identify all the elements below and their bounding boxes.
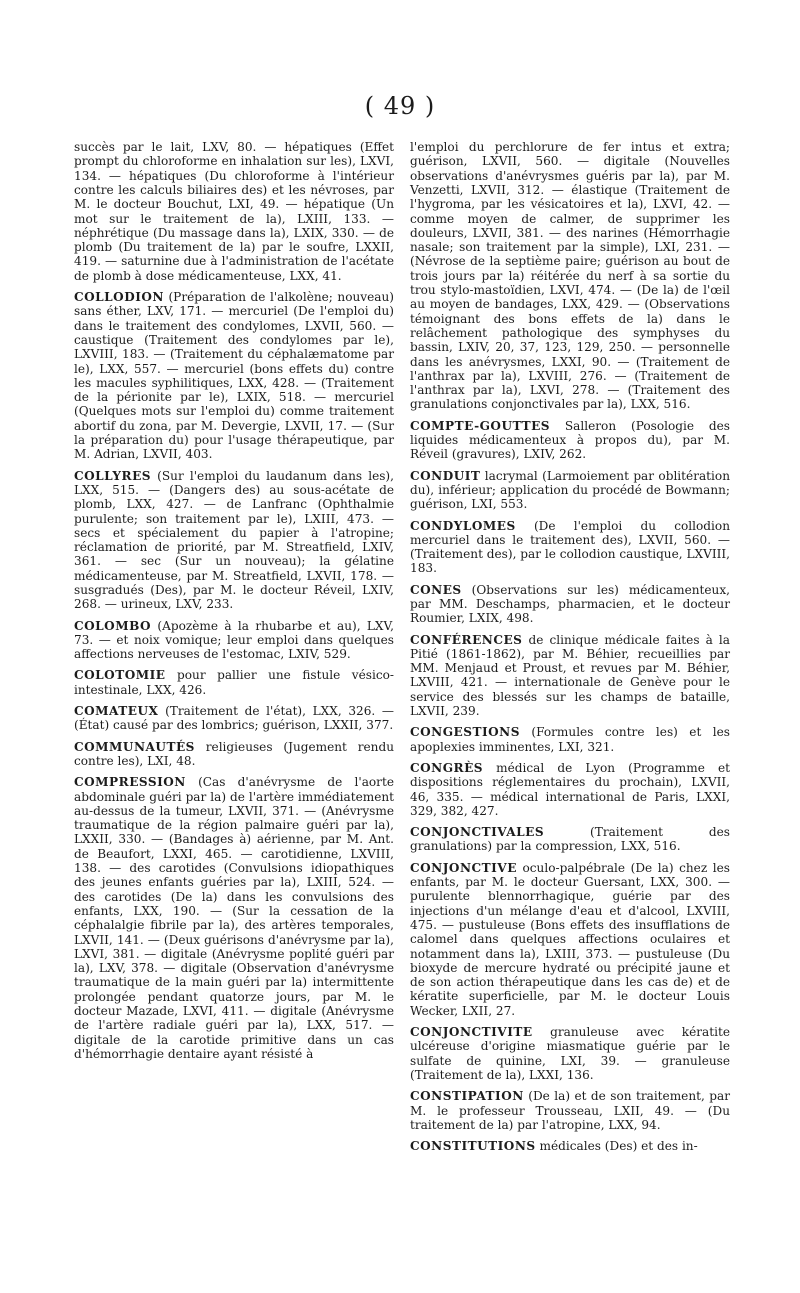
entry-term: CONSTIPATION — [410, 1089, 524, 1104]
index-entry — [74, 290, 394, 462]
entry-term: CONDUIT — [410, 468, 481, 483]
entry-text: Salleron (Posologie des liquides médicamenteux à propos du), par M. Réveil (gravures), LXIV, 262. — [410, 418, 730, 462]
entry-term: CONJONCTIVE — [410, 860, 517, 875]
index-entry — [410, 825, 730, 854]
entry-term: CONES — [410, 582, 462, 597]
entry-text: (Apozème à la rhubarbe et au), LXV, 73. — et noix vomique; leur emploi dans quelques affections nerveuses de l'estomac, LXIV, 529. — [74, 618, 394, 662]
entry-term: COLOTOMIE — [74, 668, 166, 683]
index-entry — [410, 419, 730, 462]
entry-text: (Traitement des granulations) par la compression, LXX, 516. — [410, 825, 730, 854]
entry-text: granuleuse avec kératite ulcéreuse d'origine miasmatique guérie par le sulfate de quinine, LXI, 39. — granuleuse (Traitement de la), LXXI, 136. — [410, 1025, 730, 1082]
entry-term: COLLODION — [74, 290, 164, 305]
entry-text: religieuses (Jugement rendu contre les), LXI, 48. — [74, 739, 394, 768]
entry-term: COMMUNAUTÉS — [74, 739, 195, 754]
entry-text: (De l'emploi du collodion mercuriel dans le traitement des), LXVII, 560. — (Traitement des), par le collodion caustique, LXVIII, 183. — [410, 518, 730, 576]
left-column-continuation: succès par le lait, LXV, 80. — hépatiques (Effet prompt du chloroforme en inhalation sur les), LXVI, 134. — hépatiques (Du chloroforme à l'intérieur contre les calculs biliaires des) et les névroses, par M. le docteur Bouchut, LXI, 49. — hépatique (Un mot sur le traitement de la), LXIII, 133. — néphrétique (Du massage dans la), LXIX, 330. — de plomb (Du traitement de la) par le soufre, LXXII, 419. — saturnine due à l'administration de l'acétate de plomb à dose médicamenteuse, LXX, 41. — [74, 140, 394, 283]
entry-text: lacrymal (Larmoiement par oblitération du), inférieur; application du procédé de Bowmann; guérison, LXI, 553. — [410, 468, 730, 512]
entry-term: COLLYRES — [74, 468, 152, 483]
entry-term: CONJONCTIVALES — [410, 825, 545, 840]
index-entry — [410, 633, 730, 719]
index-entry — [410, 469, 730, 512]
index-entry — [410, 1025, 730, 1082]
entry-text: (Formules contre les) et les apoplexies imminentes, LXI, 321. — [410, 725, 730, 754]
index-entry — [410, 519, 730, 576]
index-entry — [410, 725, 730, 754]
entry-term: CONFÉRENCES — [410, 632, 523, 647]
index-entry — [410, 583, 730, 626]
right-column-continuation: l'emploi du perchlorure de fer intus et extra; guérison, LXVII, 560. — digitale (Nouvelles observations d'anévrysmes guéris par la), par M. Venzetti, LXVII, 312. — élastique (Traitement de l'hygroma, par les vésicatoires et la), LXVI, 42. — comme moyen de calmer, de supprimer les douleurs, LXVII, 381. — des narines (Hémorrhagie nasale; son traitement par la simple), LXI, 231. — (Névrose de la septième paire; guérison au bout de trois jours par la) réitérée du nerf à sa sortie du trou stylo-mastoïdien, LXVI, 474. — (De la) de l'œil au moyen de bandages, LXX, 429. — (Observations témoignant des bons effets de la) dans le relâchement pathologique des symphyses du bassin, LXIV, 20, 37, 123, 129, 250. — personnelle dans les anévrysmes, LXXI, 90. — (Traitement de l'anthrax par la), LXVIII, 276. — (Traitement de l'anthrax par la), LXVI, 278. — (Traitement des granulations conjonctivales par la), LXX, 516. — [410, 140, 730, 412]
entry-term: COLOMBO — [74, 618, 152, 633]
left-column — [74, 128, 394, 1068]
entry-text: oculo-palpébrale (De la) chez les enfants, par M. le docteur Guersant, LXX, 300. — purulente blennorrhagique, guérie par des injections d'un mélange d'eau et d'alcool, LXVIII, 475. — pustuleuse (Bons effets des insufflations de calomel dans quelques affections oculaires et notamment dans la), LXIII, 373. — pustuleuse (Du bioxyde de mercure hydraté ou précipité jaune et de son action thérapeutique dans les cas de) et de kératite superficielle, par M. le docteur Louis Wecker, LXII, 27. — [410, 860, 730, 1018]
entry-text: (Observations sur les) médicamenteux, par MM. Deschamps, pharmacien, et le docteur Roumier, LXIX, 498. — [410, 582, 730, 626]
entry-term: CONJONCTIVITE — [410, 1025, 533, 1040]
index-entry — [74, 668, 394, 697]
entry-term: CONSTITUTIONS — [410, 1139, 536, 1154]
index-entry — [410, 761, 730, 818]
entry-text: (De la) et de son traitement, par M. le professeur Trousseau, LXII, 49. — (Du traitement de la) par l'atropine, LXX, 94. — [410, 1089, 730, 1132]
entry-text: (Cas d'anévrysme de l'aorte abdominale guéri par la) de l'artère immédiatement au-dessus de la tumeur, LXVII, 371. — (Anévrysme traumatique de la région palmaire guéri par la), LXXII, 330. — (Bandages à) aérienne, par M. Ant. de Beaufort, LXXI, 465. — carotidienne, LXVIII, 138. — des carotides (Convulsions idiopathiques des jeunes enfants guéries par la), LXIII, 524. — des carotides (De la) dans les convulsions des enfants, LXX, 190. — (Sur la cessation de la céphalalgie fibrile par la), des artères temporales, LXVII, 141. — (Deux guérisons d'anévrysme par la), LXVI, 381. — digitale (Anévrysme poplité guéri par la), LXV, 378. — digitale (Observation d'anévrysme traumatique de la main guéri par la) intermittente prolongée pendant quatorze jours, par M. le docteur Mazade, LXVI, 411. — digitale (Anévrysme de l'artère radiale guéri par la), LXX, 517. — digitale de la carotide primitive dans un cas d'hémorrhagie dentaire ayant résisté à — [74, 775, 394, 1061]
entry-term: COMPTE-GOUTTES — [410, 418, 551, 433]
index-entry — [74, 740, 394, 769]
index-entry — [410, 861, 730, 1018]
index-entry — [74, 704, 394, 733]
entry-term: CONDYLOMES — [410, 518, 516, 533]
index-entry — [74, 775, 394, 1061]
index-entry — [410, 1139, 730, 1153]
index-entry — [74, 619, 394, 662]
entry-term: COMATEUX — [74, 704, 159, 719]
entry-text: (Préparation de l'alkolène; nouveau) sans éther, LXV, 171. — mercuriel (De l'emploi du) dans le traitement des condylomes, LXVII, 560. — caustique (Traitement des condylomes par le), LXVIII, 183. — (Traitement du céphalæmatome par le), LXX, 557. — mercuriel (bons effets du) contre les macules syphilitiques, LXX, 428. — (Traitement de la périonite par le), LXIX, 518. — mercuriel (Quelques mots sur l'emploi du) comme traitement abortif du zona, par M. Devergie, LXVII, 17. — (Sur la préparation du) pour l'usage thérapeutique, par M. Adrian, LXVII, 403. — [74, 290, 394, 462]
entry-term: COMPRESSION — [74, 775, 186, 790]
entry-text: (Traitement de l'état), LXX, 326. — (État) causé par des lombrics; guérison, LXXII, 377. — [74, 704, 394, 733]
page-number: ( 49 ) — [364, 92, 436, 120]
index-entry — [410, 1089, 730, 1132]
entry-text: (Sur l'emploi du laudanum dans les), LXX, 515. — (Dangers des) au sous-acétate de plomb, LXX, 427. — de Lanfranc (Ophthalmie purulente; son traitement par le), LXIII, 473. — secs et spécialement du papier à l'atropine; réclamation de priorité, par M. Streatfield, LXIV, 361. — sec (Sur un nouveau); la gélatine médicamenteuse, par M. Streatfield, LXVII, 178. — susgradués (Des), par M. le docteur Réveil, LXIV, 268. — urineux, LXV, 233. — [74, 468, 394, 612]
entry-term: CONGESTIONS — [410, 725, 520, 740]
entry-term: CONGRÈS — [410, 760, 484, 775]
entry-text: pour pallier une fistule vésico-intestinale, LXX, 426. — [74, 668, 394, 697]
index-entry — [74, 469, 394, 612]
entry-text: médical de Lyon (Programme et dispositions réglementaires du prochain), LXVII, 46, 335. — médical international de Paris, LXXI, 329, 382, 427. — [410, 760, 730, 818]
entry-text: médicales (Des) et des in- — [539, 1139, 698, 1154]
entry-text: de clinique médicale faites à la Pitié (1861-1862), par M. Béhier, recueillies par MM. Menjaud et Proust, et revues par M. Béhier, LXVIII, 421. — internationale de Genève pour le service des blessés sur les champs de bataille, LXVII, 239. — [410, 632, 730, 719]
right-column — [410, 128, 730, 1160]
